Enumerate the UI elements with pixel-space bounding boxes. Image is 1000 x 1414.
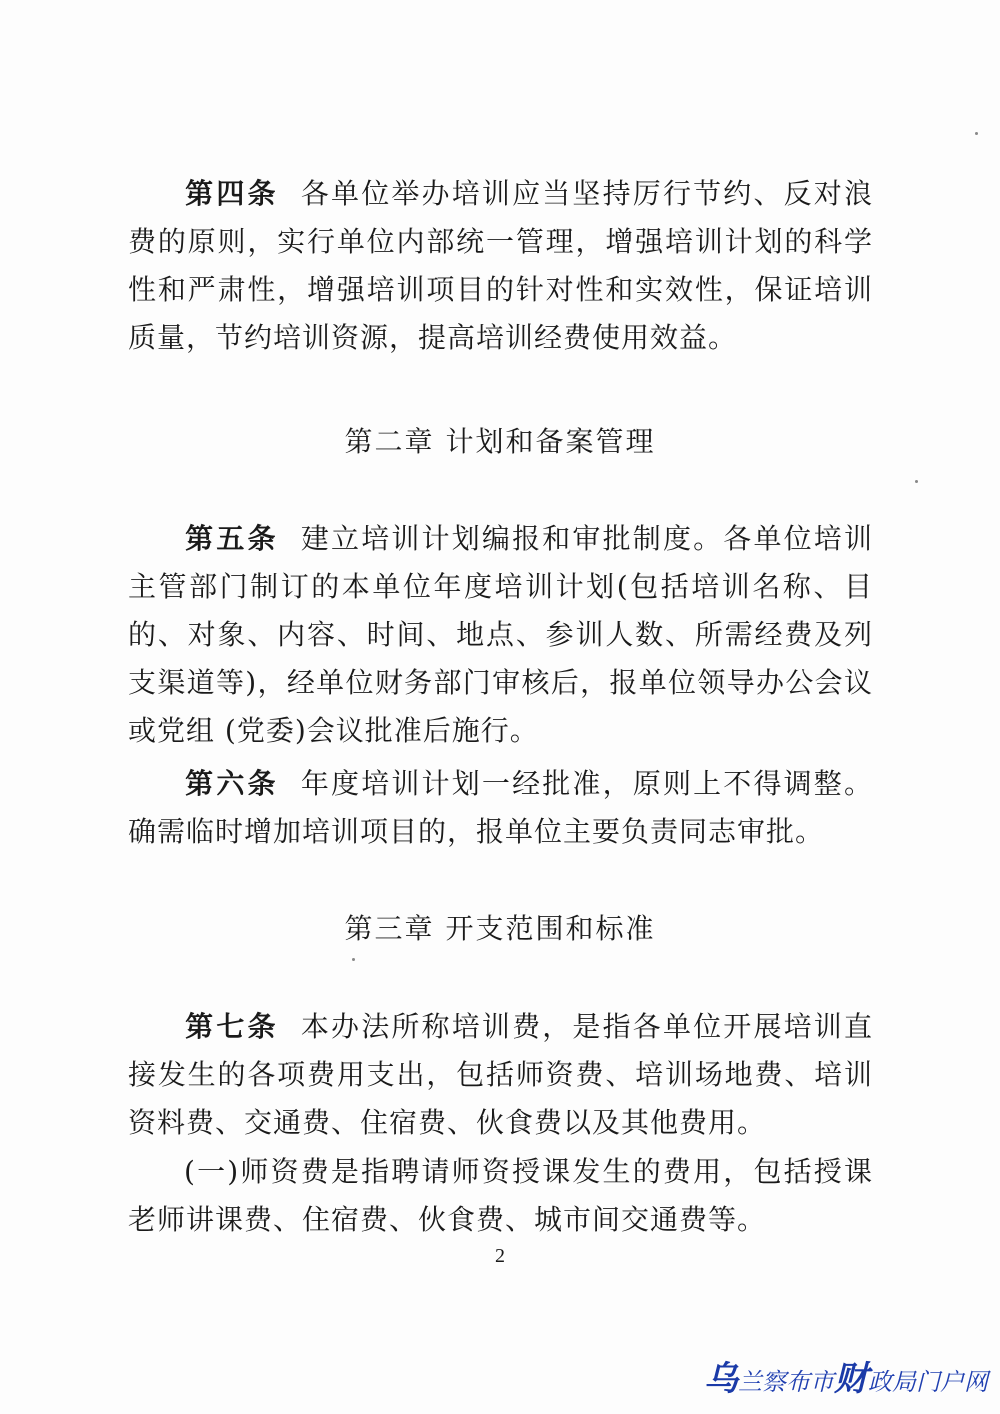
site-watermark	[704, 1351, 988, 1400]
watermark-text-4: 政局门户网	[868, 1368, 988, 1396]
article-7	[128, 1003, 873, 1147]
article-5-text: 建立培训计划编报和审批制度。各单位培训主管部门制订的本单位年度培训计划(包括培训名称、目的、对象、内容、时间、地点、参训人数、所需经费及列支渠道等)，经单位财务部门审核后，报单位领导办公会议或党组 (党委)会议批准后施行。	[128, 522, 873, 747]
article-6-label: 第六条	[184, 767, 279, 800]
watermark-char-1: 乌	[704, 1359, 738, 1399]
chapter-3-heading: 第三章 开支范围和标准	[344, 912, 656, 945]
watermark-text-2: 兰察布市	[738, 1368, 834, 1396]
chapter-2-heading: 第二章 计划和备案管理	[344, 425, 656, 458]
article-6	[128, 760, 873, 856]
article-5	[128, 515, 873, 755]
article-5-label: 第五条	[184, 522, 279, 555]
watermark-char-3: 财	[834, 1359, 868, 1399]
scan-speck	[975, 132, 978, 135]
article-4	[128, 170, 873, 362]
article-4-text: 各单位举办培训应当坚持厉行节约、反对浪费的原则，实行单位内部统一管理，增强培训计划的科学性和严肃性，增强培训项目的针对性和实效性，保证培训质量，节约培训资源，提高培训经费使用效益。	[128, 177, 873, 354]
item-1-text: (一)师资费是指聘请师资授课发生的费用，包括授课老师讲课费、住宿费、伙食费、城市间交通费等。	[128, 1155, 873, 1236]
article-6-text: 年度培训计划一经批准，原则上不得调整。确需临时增加培训项目的，报单位主要负责同志审批。	[128, 767, 873, 848]
article-7-text: 本办法所称培训费，是指各单位开展培训直接发生的各项费用支出，包括师资费、培训场地费、培训资料费、交通费、住宿费、伙食费以及其他费用。	[128, 1010, 873, 1139]
article-7-label: 第七条	[184, 1010, 279, 1043]
scan-speck	[915, 480, 918, 483]
scan-speck	[352, 958, 355, 961]
article-4-label: 第四条	[184, 177, 279, 210]
item-1	[128, 1148, 873, 1244]
page-number: 2	[495, 1245, 505, 1267]
